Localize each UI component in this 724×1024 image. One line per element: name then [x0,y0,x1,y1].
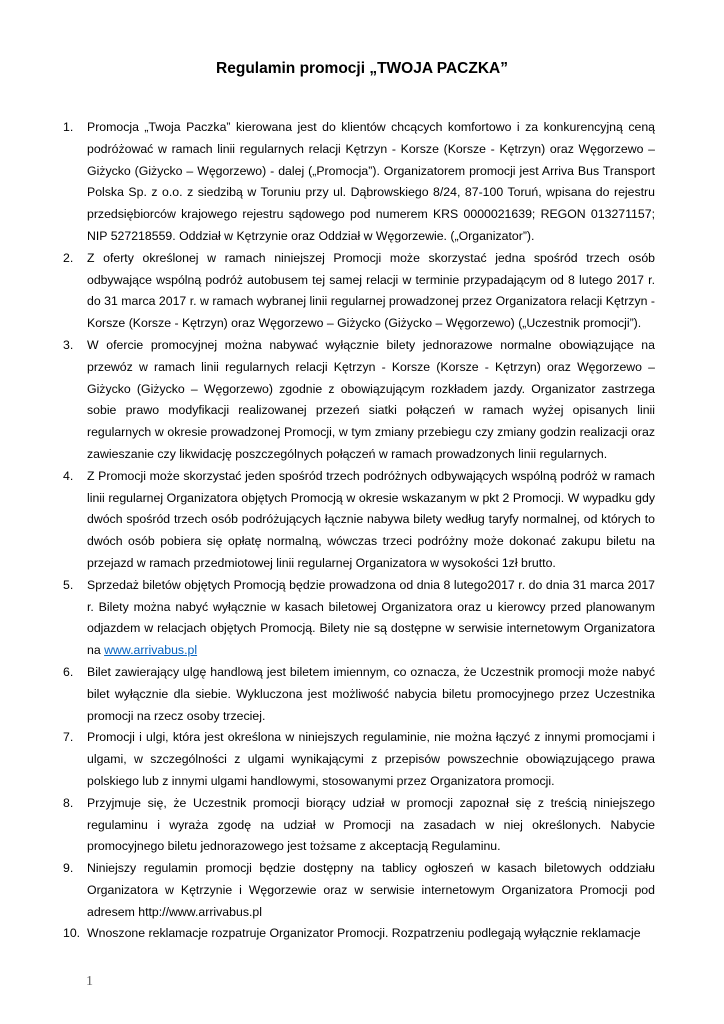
item-text: Przyjmuje się, że Uczestnik promocji biorący udział w promocji zapoznał się z treścią niniejszego regulaminu i wyraża zgodę na udział w Promocji na zasadach w niej określonych. Nabycie promocyjnego biletu jednorazowego jest tożsame z akceptacją Regulaminu. [87,795,655,854]
list-item [63,575,655,662]
arrivabus-link[interactable]: www.arrivabus.pl [104,643,198,658]
item-number: 10. [63,926,81,941]
item-text: Sprzedaż biletów objętych Promocją będzie prowadzona od dnia 8 lutego2017 r. do dnia 31 marca 2017 r. Bilety można nabyć wyłącznie w kasach biletowej Organizatora oraz u kierowcy przed planowanym odjazdem w relacjach objętych Promocją. Bilety nie są dostępne w serwisie internetowym Organizatora na [87,577,655,658]
page-number: 1 [86,974,93,989]
list-item [63,662,655,727]
list-item [63,793,655,858]
item-number: 9. [63,861,74,876]
item-number: 7. [63,730,74,745]
item-text: Z oferty określonej w ramach niniejszej Promocji może skorzystać jedna spośród trzech osób odbywające wspólną podróż autobusem tej samej relacji w terminie przypadającym od 8 lutego 2017 r. do 31 marca 2017 r. w ramach wybranej linii regularnej prowadzonej przez Organizatora relacji Kętrzyn - Korsze (Korsze - Kętrzyn) oraz Węgorzewo – Giżycko (Giżycko – Węgorzewo) („Uczestnik promocji”). [87,250,655,331]
item-text: Z Promocji może skorzystać jeden spośród trzech podróżnych odbywających wspólną podróż w ramach linii regularnej Organizatora objętych Promocją w okresie wskazanym w pkt 2 Promocji. W wypadku gdy dwóch spośród trzech osób podróżujących łącznie nabywa bilety według taryfy normalnej, od których to dwóch osób pobiera się opłatę normalną, wówczas trzeci podróżny może dokonać zakupu biletu na przejazd w ramach przedmiotowej linii regularnej Organizatora w wysokości 1zł brutto. [87,468,655,570]
item-number: 2. [63,250,74,265]
item-text: Promocja „Twoja Paczka” kierowana jest do klientów chcących komfortowo i za konkurencyjną ceną podróżować w ramach linii regularnych relacji Kętrzyn - Korsze (Korsze - Kętrzyn) oraz Węgorzewo – Giżycko (Giżycko – Węgorzewo) - dalej („Promocja”). Organizatorem promocji jest Arriva Bus Transport Polska Sp. z o.o. z siedzibą w Toruniu przy ul. Dąbrowskiego 8/24, 87-100 Toruń, wpisana do rejestru przedsiębiorców krajowego rejestru sądowego pod numerem KRS 0000021639; REGON 013271157; NIP 527218559. Oddział w Kętrzynie oraz Oddział w Węgorzewie. („Organizator”). [87,120,655,243]
item-number: 6. [63,664,74,679]
list-item [63,117,655,248]
item-number: 3. [63,337,74,352]
item-text: Niniejszy regulamin promocji będzie dostępny na tablicy ogłoszeń w kasach biletowych oddziału Organizatora w Kętrzynie i Węgorzewie oraz w serwisie internetowym Organizatora Promocji pod adresem http://www.arrivabus.pl [87,861,655,919]
list-item [63,727,655,792]
list-item [63,466,655,575]
page-title: Regulamin promocji „TWOJA PACZKA” [216,60,508,77]
rules-list [63,117,655,945]
item-number: 8. [63,795,74,810]
item-text: W ofercie promocyjnej można nabywać wyłącznie bilety jednorazowe normalne obowiązujące na przewóz w ramach linii regularnych relacji Kętrzyn - Korsze (Korsze - Kętrzyn) oraz Węgorzewo – Giżycko (Giżycko – Węgorzewo) zgodnie z obowiązującym rozkładem jazdy. Organizator zastrzega sobie prawo modyfikacji realizowanej przezeń siatki połączeń w ramach wyżej opisanych linii regularnych w okresie prowadzonej Promocji, w tym zmiany przebiegu czy zmiany godzin realizacji oraz zawieszanie czy likwidację poszczególnych połączeń w ramach prowadzonych linii regularnych. [87,337,655,461]
list-item [63,858,655,923]
list-item [63,923,655,945]
item-text: Promocji i ulgi, która jest określona w niniejszych regulaminie, nie można łączyć z innymi promocjami i ulgami, w szczególności z ulgami wynikającymi z przepisów powszechnie obowiązującego prawa polskiego lub z innymi ulgami handlowymi, stosowanymi przez Organizatora promocji. [87,730,655,788]
item-number: 4. [63,468,74,483]
list-item [63,335,655,466]
item-number: 1. [63,120,74,134]
item-text: Bilet zawierający ulgę handlową jest biletem imiennym, co oznacza, że Uczestnik promocji może nabyć bilet wyłącznie dla siebie. Wykluczona jest możliwość nabycia biletu promocyjnego przez Uczestnika promocji na rzecz osoby trzeciej. [87,664,655,723]
item-text: Wnoszone reklamacje rozpatruje Organizator Promocji. Rozpatrzeniu podlegają wyłącznie reklamacje [87,926,641,941]
item-number: 5. [63,577,74,592]
list-item [63,248,655,335]
